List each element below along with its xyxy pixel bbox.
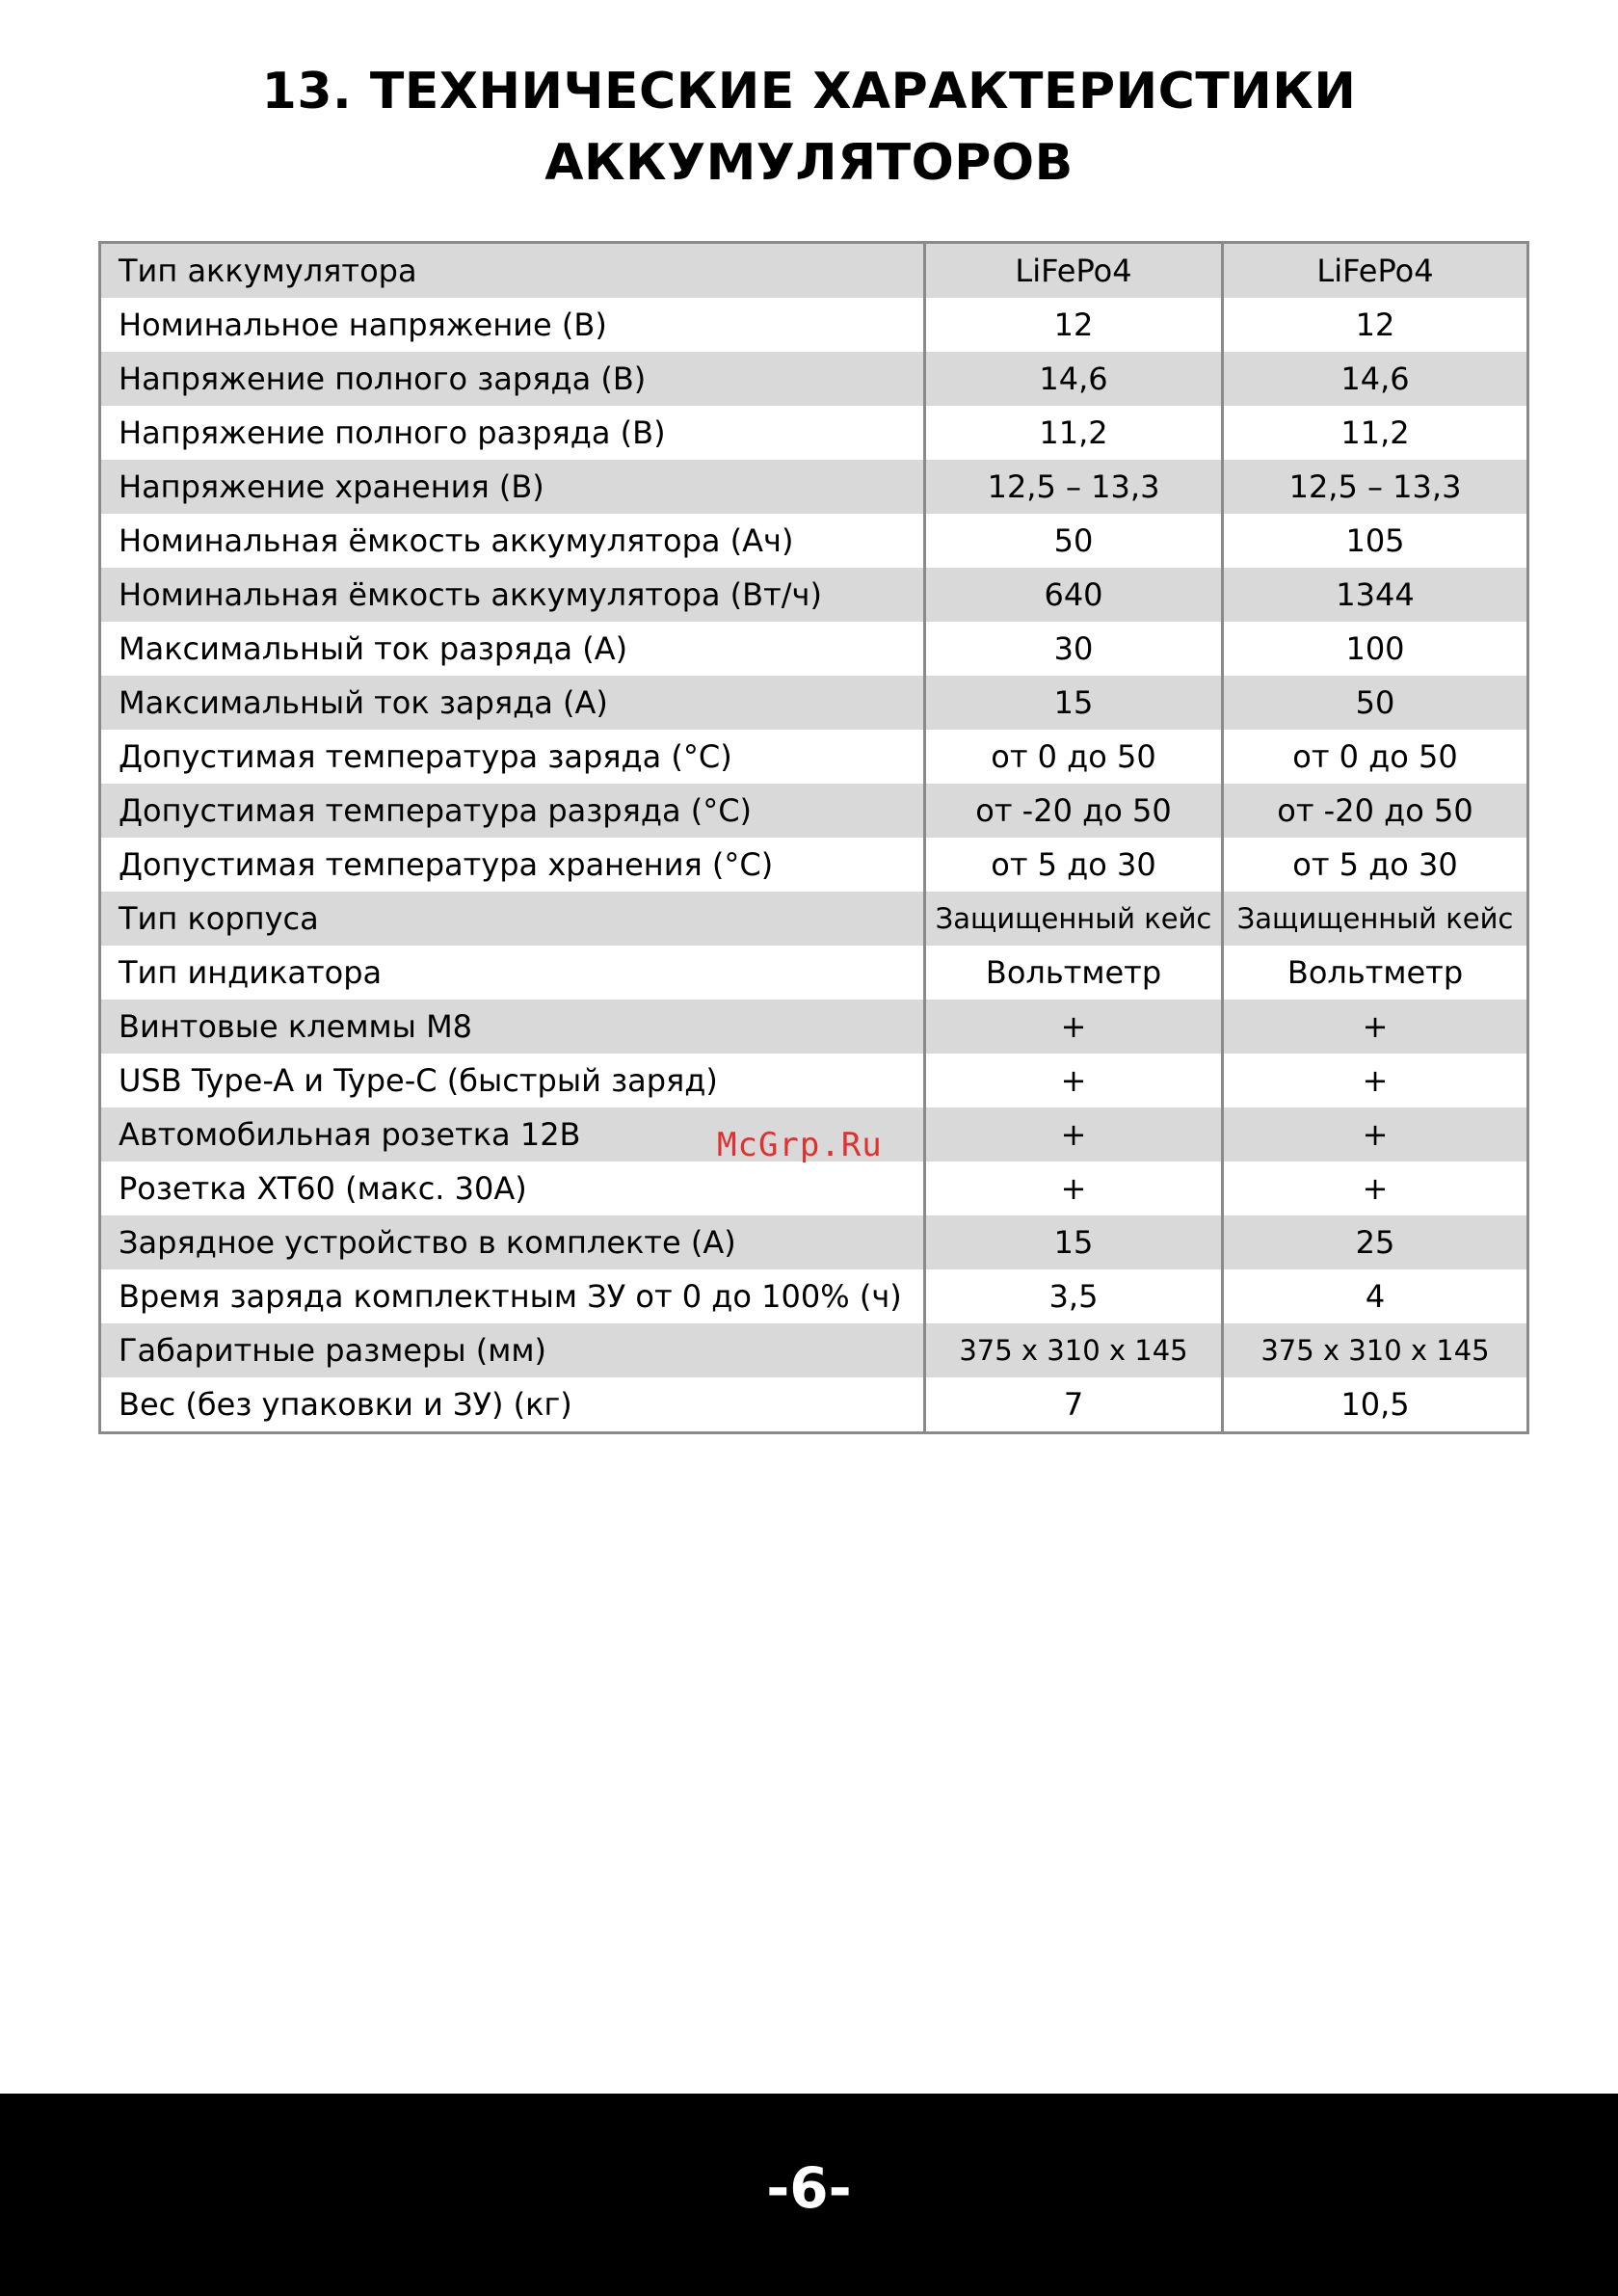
- value-battery-2: 11,2: [1223, 406, 1528, 460]
- table-row: [100, 568, 1528, 622]
- value-battery-1: от 5 до 30: [925, 838, 1223, 892]
- value-battery-1: 15: [925, 1215, 1223, 1269]
- table-row: [100, 352, 1528, 406]
- value-battery-2: 12,5 – 13,3: [1223, 460, 1528, 514]
- value-battery-2: 14,6: [1223, 352, 1528, 406]
- table-row: [100, 946, 1528, 1000]
- value-battery-2: 105: [1223, 514, 1528, 568]
- row-label: USB Type-A и Type-C (быстрый заряд): [100, 1054, 925, 1108]
- value-battery-1: +: [925, 1054, 1223, 1108]
- value-battery-2: 100: [1223, 622, 1528, 676]
- row-label: Номинальная ёмкость аккумулятора (Ач): [100, 514, 925, 568]
- table-row: [100, 622, 1528, 676]
- watermark: McGrp.Ru: [717, 1126, 883, 1164]
- value-battery-1: 15: [925, 676, 1223, 730]
- value-battery-2: 10,5: [1223, 1377, 1528, 1433]
- table-row: [100, 838, 1528, 892]
- value-battery-1: 14,6: [925, 352, 1223, 406]
- row-label: Допустимая температура хранения (°С): [100, 838, 925, 892]
- value-battery-2: 375 x 310 x 145: [1223, 1323, 1528, 1377]
- row-label: Тип корпуса: [100, 892, 925, 946]
- row-label: Тип индикатора: [100, 946, 925, 1000]
- value-battery-1: 3,5: [925, 1269, 1223, 1323]
- value-battery-2: +: [1223, 1161, 1528, 1215]
- row-label: Габаритные размеры (мм): [100, 1323, 925, 1377]
- value-battery-1: 50: [925, 514, 1223, 568]
- value-battery-2: 50: [1223, 676, 1528, 730]
- value-battery-2: 1344: [1223, 568, 1528, 622]
- value-battery-2: +: [1223, 1000, 1528, 1054]
- table-row: [100, 1377, 1528, 1433]
- table-row: [100, 298, 1528, 352]
- table-row: [100, 1323, 1528, 1377]
- value-battery-2: 12: [1223, 298, 1528, 352]
- table-row: [100, 1054, 1528, 1108]
- table-row: [100, 514, 1528, 568]
- table-row: [100, 1000, 1528, 1054]
- page-title: [0, 56, 1618, 199]
- row-label: Винтовые клеммы М8: [100, 1000, 925, 1054]
- value-battery-1: +: [925, 1108, 1223, 1161]
- value-battery-1: +: [925, 1000, 1223, 1054]
- row-label: Номинальное напряжение (В): [100, 298, 925, 352]
- value-battery-2: 25: [1223, 1215, 1528, 1269]
- value-battery-1: +: [925, 1161, 1223, 1215]
- row-label: Допустимая температура разряда (°С): [100, 784, 925, 838]
- value-battery-1: 375 x 310 x 145: [925, 1323, 1223, 1377]
- table-row: [100, 243, 1528, 299]
- table-row: [100, 892, 1528, 946]
- table-row: [100, 730, 1528, 784]
- row-label: Номинальная ёмкость аккумулятора (Вт/ч): [100, 568, 925, 622]
- row-label: Напряжение хранения (В): [100, 460, 925, 514]
- value-battery-2: от -20 до 50: [1223, 784, 1528, 838]
- value-battery-1: 30: [925, 622, 1223, 676]
- page-number: -6-: [766, 2155, 852, 2221]
- row-label: Напряжение полного заряда (В): [100, 352, 925, 406]
- value-battery-2: +: [1223, 1054, 1528, 1108]
- page-title-line-1: 13. ТЕХНИЧЕСКИЕ ХАРАКТЕРИСТИКИ: [261, 63, 1357, 120]
- value-battery-1: LiFePo4: [925, 243, 1223, 299]
- table-row: [100, 784, 1528, 838]
- table-row: [100, 406, 1528, 460]
- value-battery-2: Защищенный кейс: [1223, 892, 1528, 946]
- table-row: [100, 1269, 1528, 1323]
- value-battery-2: +: [1223, 1108, 1528, 1161]
- footer-bar: [0, 2094, 1618, 2296]
- value-battery-2: от 0 до 50: [1223, 730, 1528, 784]
- value-battery-1: Защищенный кейс: [925, 892, 1223, 946]
- value-battery-1: от 0 до 50: [925, 730, 1223, 784]
- row-label: Время заряда комплектным ЗУ от 0 до 100% (ч): [100, 1269, 925, 1323]
- value-battery-1: 12: [925, 298, 1223, 352]
- value-battery-1: от -20 до 50: [925, 784, 1223, 838]
- table-row: [100, 676, 1528, 730]
- value-battery-1: 640: [925, 568, 1223, 622]
- value-battery-1: Вольтметр: [925, 946, 1223, 1000]
- row-label: Максимальный ток заряда (А): [100, 676, 925, 730]
- spec-table-body: [100, 243, 1528, 1433]
- row-label: Допустимая температура заряда (°С): [100, 730, 925, 784]
- row-label: Напряжение полного разряда (В): [100, 406, 925, 460]
- table-row: [100, 460, 1528, 514]
- row-label: Зарядное устройство в комплекте (А): [100, 1215, 925, 1269]
- value-battery-1: 12,5 – 13,3: [925, 460, 1223, 514]
- row-label: Тип аккумулятора: [100, 243, 925, 299]
- value-battery-1: 7: [925, 1377, 1223, 1433]
- row-label: Вес (без упаковки и ЗУ) (кг): [100, 1377, 925, 1433]
- row-label: Максимальный ток разряда (А): [100, 622, 925, 676]
- value-battery-1: 11,2: [925, 406, 1223, 460]
- table-row: [100, 1161, 1528, 1215]
- value-battery-2: LiFePo4: [1223, 243, 1528, 299]
- value-battery-2: Вольтметр: [1223, 946, 1528, 1000]
- table-row: [100, 1215, 1528, 1269]
- spec-table: [98, 241, 1529, 1434]
- value-battery-2: 4: [1223, 1269, 1528, 1323]
- row-label: Автомобильная розетка 12В: [100, 1108, 925, 1161]
- page-title-line-2: АККУМУЛЯТОРОВ: [544, 134, 1074, 192]
- row-label: Розетка XT60 (макс. 30А): [100, 1161, 925, 1215]
- value-battery-2: от 5 до 30: [1223, 838, 1528, 892]
